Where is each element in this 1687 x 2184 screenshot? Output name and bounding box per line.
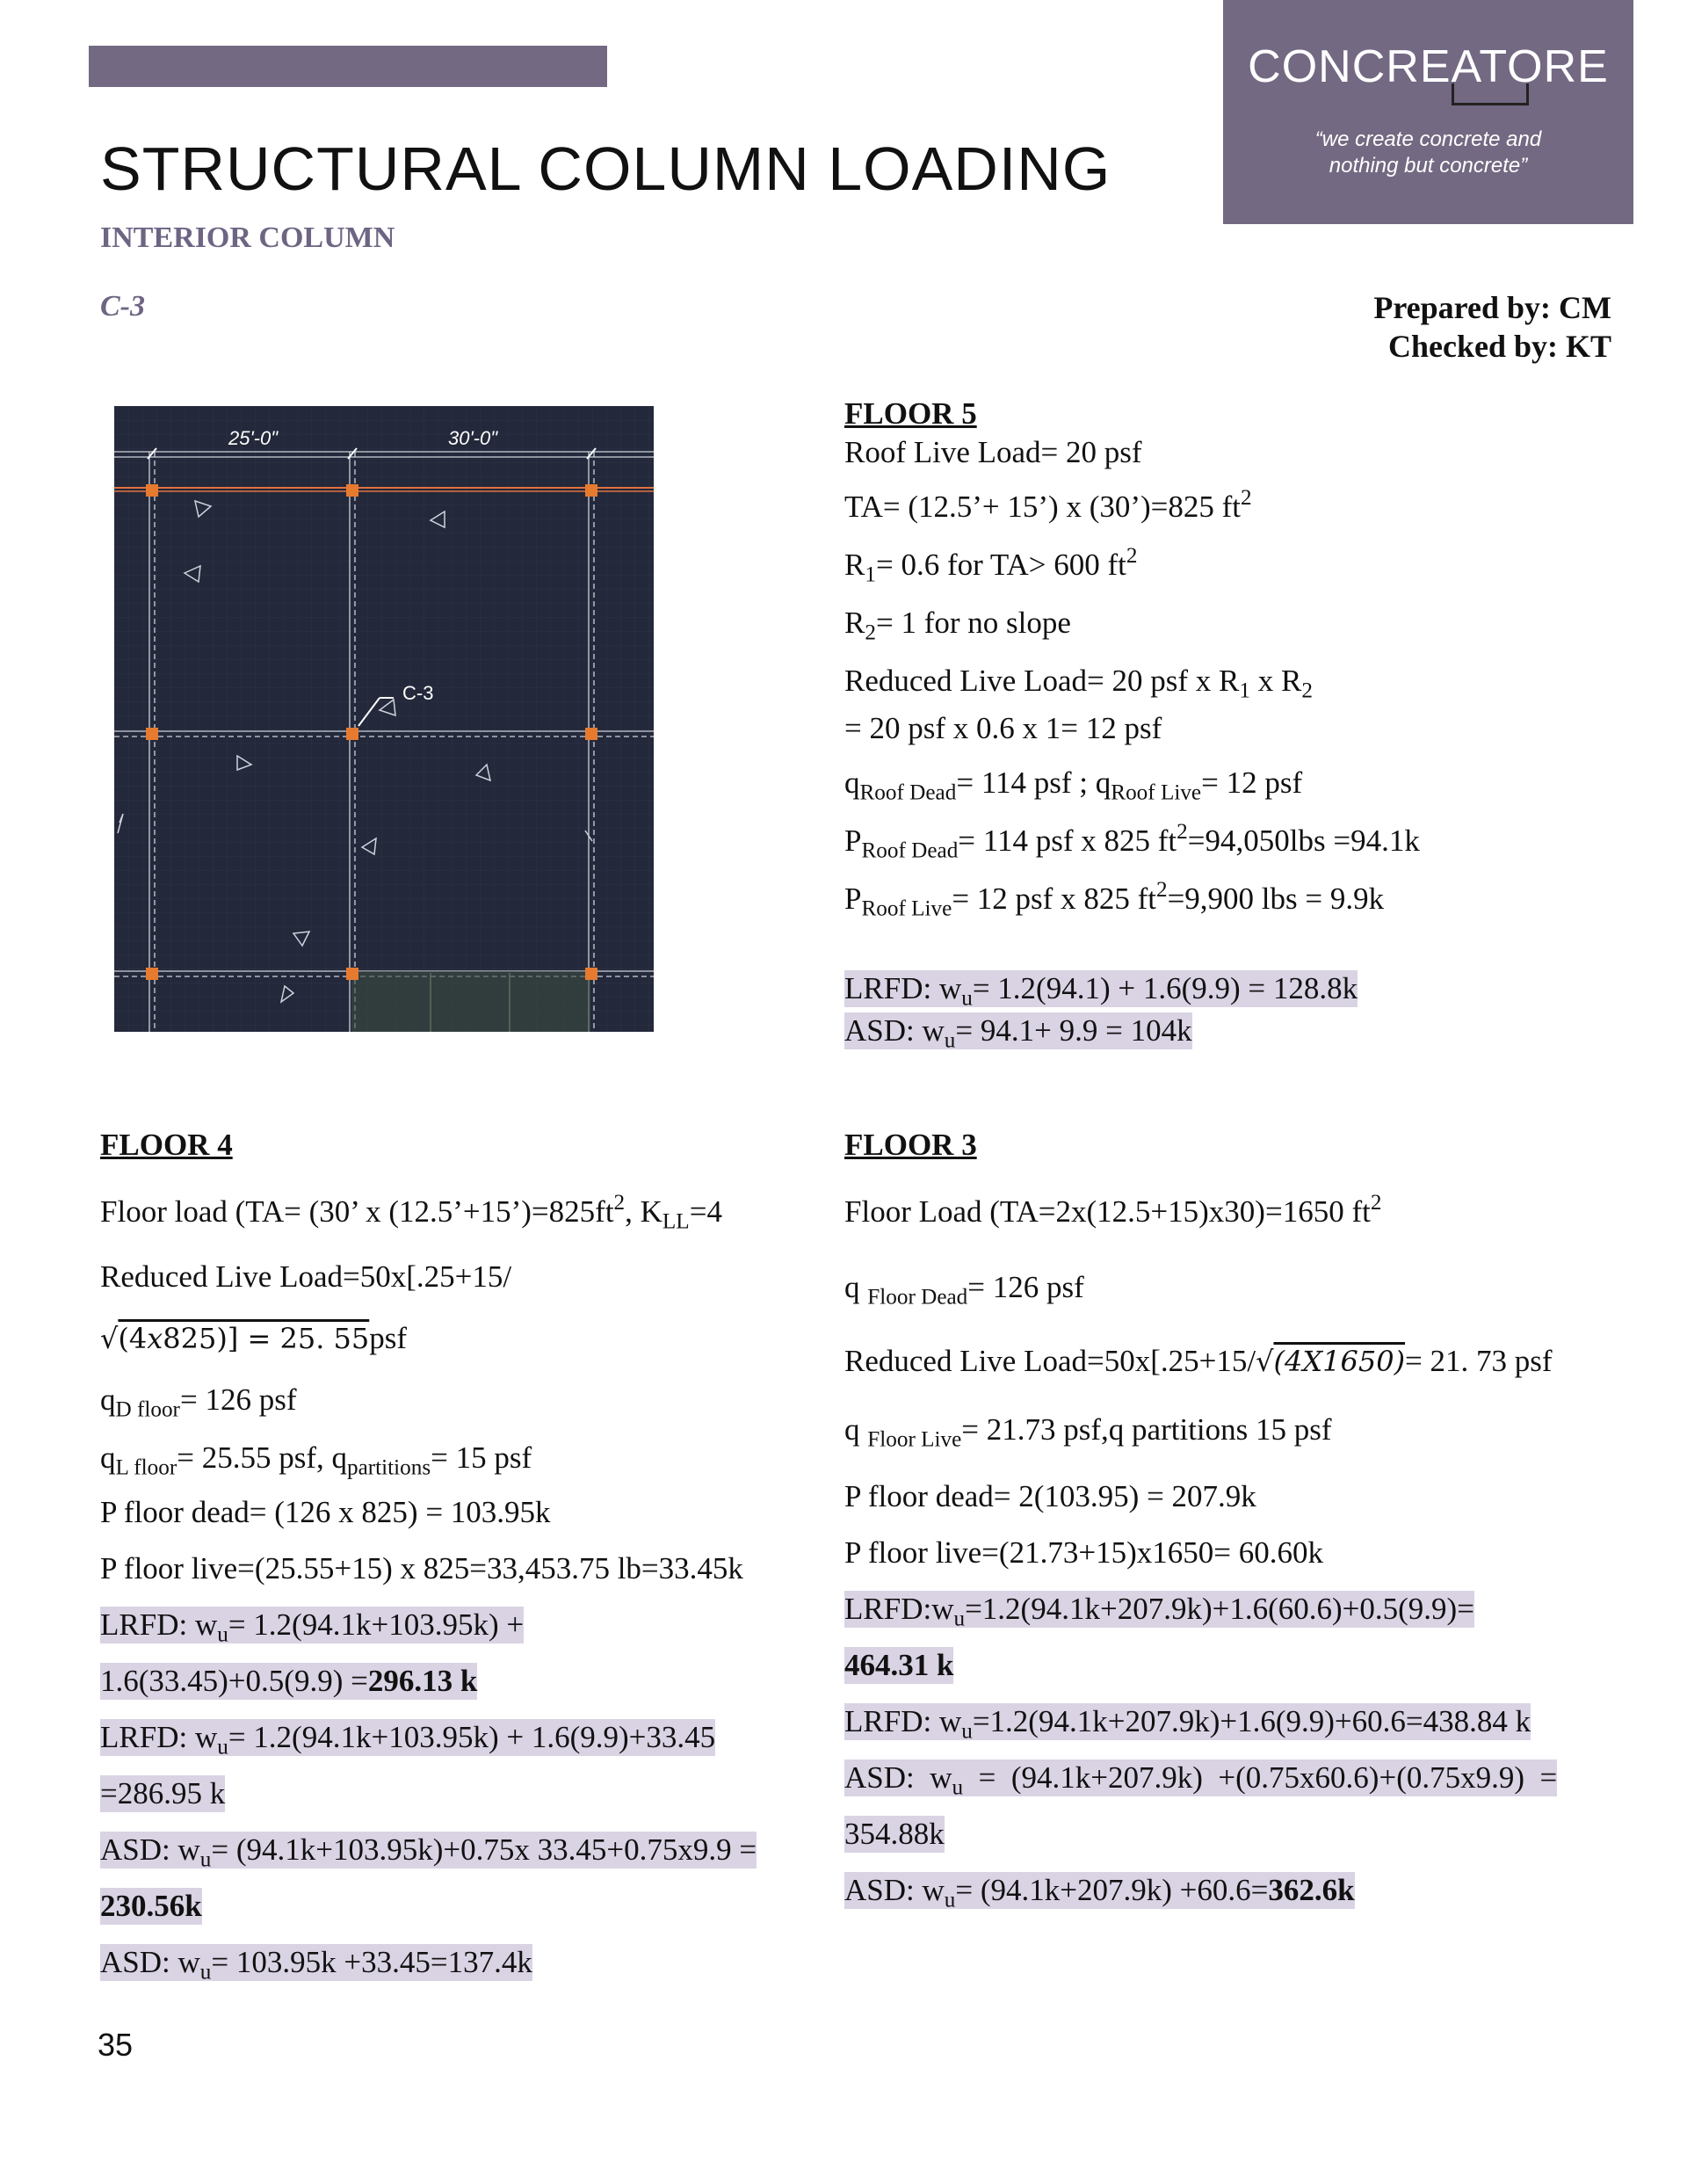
floor5-roof-live-load: Roof Live Load= 20 psf — [844, 435, 1142, 469]
logo-tagline: “we create concrete and nothing but concrete” — [1314, 127, 1542, 178]
floor4-lrfd-1-cont: 1.6(33.45)+0.5(9.9) =296.13 k — [100, 1664, 478, 1698]
section-subtitle: INTERIOR COLUMN — [100, 221, 395, 254]
floor3-asd-1-cont: 354.88k — [844, 1817, 945, 1851]
floor4-q-live: $q_{L floor}= 25.55$ psf, $q_{partitions}= 15$ psf — [100, 1440, 532, 1480]
floor4-floor-load: Floor load (TA= (30’ x $(12.5’+15’)=825ft^2$, $K_{LL}=4$ — [100, 1191, 722, 1234]
floor4-lrfd-2-cont: =286.95 k — [100, 1776, 226, 1810]
floor4-reduced-live-load: Reduced Live Load=50x[.25+15/ — [100, 1259, 512, 1294]
floor3-p-floor-dead: P floor dead= 2(103.95) = 207.9k — [844, 1479, 1256, 1513]
dimension-label-left: 25'-0" — [228, 427, 279, 449]
floor3-p-floor-live: P floor live=(21.73+15)x1650= 60.60k — [844, 1535, 1323, 1570]
page-title: STRUCTURAL COLUMN LOADING — [100, 134, 1111, 203]
floor3-floor-load: Floor Load (TA=2x(12.5+15)x30)=1650 $ft^2$ — [844, 1191, 1382, 1229]
floor4-lrfd-2: LRFD: $w_u= 1.2(94.1k+103.95k) + 1.6(9.9)+33.45$ — [100, 1720, 716, 1760]
floor3-lrfd-2: LRFD: $w_u=1.2(94.1k+207.9k)+1.6(9.9)+60.6=438.84$ k — [844, 1704, 1531, 1744]
floor3-heading: FLOOR 3 — [844, 1128, 977, 1162]
floor5-p-roof-live: $P_{Roof Live}= 12$ psf x 825 $ft^2=9,900$ lbs = 9.9k — [844, 878, 1385, 921]
floor3-q-dead: q $_{Floor Dead}$= 126 psf — [844, 1270, 1084, 1310]
floor3-reduced-live-load: Reduced Live Load=50x[.25+15/√(4𝑋1650)= 21. 73 psf — [844, 1344, 1553, 1378]
floor5-q-loads: $q_{Roof Dead}= 114$ psf ; $q_{Roof Live}= 12$ psf — [844, 765, 1303, 805]
plan-drawing — [114, 406, 654, 1032]
floor4-lrfd-1: LRFD: $w_u= 1.2(94.1k+103.95k)$ + — [100, 1607, 525, 1647]
floor5-reduced-value: = 20 psf x 0.6 x 1= 12 psf — [844, 711, 1162, 745]
header-bar — [89, 46, 607, 87]
floor4-p-floor-live: P floor live=(25.55+15) x 825=33,453.75 lb=33.45k — [100, 1551, 743, 1585]
floor3-lrfd-1-value: 464.31 k — [844, 1648, 954, 1682]
logo-bracket-icon — [1452, 83, 1529, 105]
floor3-q-live: q $_{Floor Live}$= 21.73 psf,q partitions 15 psf — [844, 1412, 1332, 1452]
floor4-asd-1: ASD: $w_u= (94.1k+103.95k)+0.75x$ 33.45+0.75x9.9 = — [100, 1832, 757, 1872]
floor5-tributary-area: TA= (12.5’+ 15’) x (30’)=825 $ft^2$ — [844, 486, 1252, 524]
floor5-heading: FLOOR 5 — [844, 396, 977, 431]
floor3-asd-1: ASD: $w_u = (94.1k+207.9k) +(0.75x60.6)+(0.75x9.9)$ = — [844, 1760, 1558, 1800]
floor5-r1: $R_1= 0.6$ for TA> 600 $ft^2$ — [844, 544, 1138, 587]
floor4-asd-1-value: 230.56k — [100, 1889, 202, 1923]
dimension-label-right: 30'-0" — [448, 427, 498, 449]
floor5-asd: ASD: $w_u= 94.1+ 9.9 = 104k$ — [844, 1013, 1192, 1053]
logo-wordmark: CONCREATORE — [1248, 41, 1609, 92]
floor5-r2: $R_2= 1$ for no slope — [844, 606, 1071, 645]
floor5-lrfd: LRFD: $w_u= 1.2(94.1) + 1.6(9.9) = 128.8k$ — [844, 971, 1358, 1011]
plan-drawing-svg — [114, 406, 654, 1032]
floor4-asd-2: ASD: $w_u= 103.95k +33.45=137.4k$ — [100, 1945, 532, 1984]
prepared-by: Prepared by: CM — [1373, 290, 1611, 325]
column-callout-label: C-3 — [402, 682, 434, 704]
floor4-reduced-value: √(4𝑥825)] = 25. 55psf — [100, 1321, 408, 1355]
page-number: 35 — [98, 2027, 134, 2063]
floor5-reduced-live-load: Reduced Live Load= 20 psf x $R_1$ x $R_2$ — [844, 664, 1313, 703]
floor3-lrfd-1: $LRFD:w_u=1.2(94.1k+207.9k)+1.6(60.6)+0.5(9.9)=$ — [844, 1592, 1474, 1631]
floor5-p-roof-dead: $P_{Roof Dead}= 114$ psf x 825 $ft^2=94,050lbs =94.1k$ — [844, 820, 1420, 863]
floor4-p-floor-dead: P floor dead= (126 x 825) = 103.95k — [100, 1495, 551, 1529]
prepared-checked-block — [1373, 288, 1611, 366]
floor4-heading: FLOOR 4 — [100, 1128, 233, 1162]
floor4-q-dead: $q_{D floor}= 126$ psf — [100, 1382, 297, 1422]
floor3-asd-2: ASD: $w_u= (94.1k+207.9k) +60.6=362.6k$ — [844, 1873, 1355, 1912]
checked-by: Checked by: KT — [1387, 329, 1611, 364]
column-id: C-3 — [100, 290, 145, 323]
brand-logo — [1223, 0, 1633, 224]
